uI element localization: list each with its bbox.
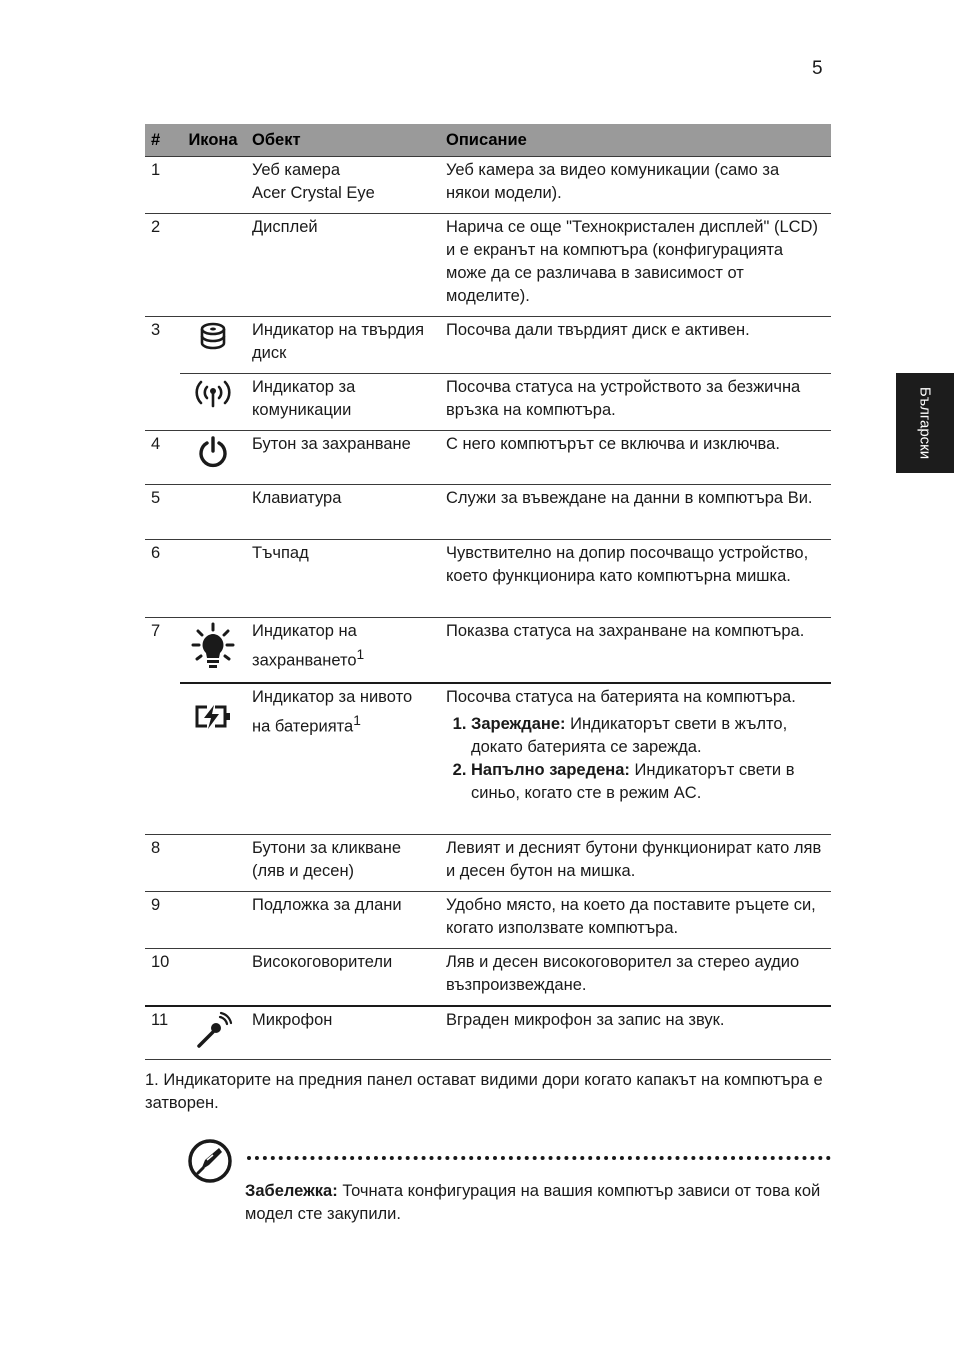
row-num: 9 bbox=[145, 892, 180, 949]
row-description bbox=[440, 683, 831, 835]
row-num: 8 bbox=[145, 835, 180, 892]
row-description: Уеб камера за видео комуникации (само за някои модели). bbox=[440, 157, 831, 214]
row-object-text: Индикатор на захранването bbox=[252, 622, 357, 670]
note-icon bbox=[187, 1138, 233, 1191]
row-object bbox=[246, 618, 440, 683]
header-num: # bbox=[145, 124, 180, 157]
header-icon: Икона bbox=[180, 124, 246, 157]
table-row bbox=[145, 157, 831, 214]
table-row bbox=[145, 540, 831, 618]
row-object bbox=[246, 683, 440, 835]
table-header-row bbox=[145, 124, 831, 157]
row-num: 2 bbox=[145, 214, 180, 317]
row-description: Посочва дали твърдият диск е активен. bbox=[440, 317, 831, 374]
row-object: Дисплей bbox=[246, 214, 440, 317]
row-icon bbox=[180, 540, 246, 618]
row-object: Подложка за длани bbox=[246, 892, 440, 949]
row-object: Индикатор за комуникации bbox=[246, 374, 440, 431]
row-description: Чувствително на допир посочващо устройство, което функционира като компютърна мишка. bbox=[440, 540, 831, 618]
row-num: 7 bbox=[145, 618, 180, 683]
list-item-text: Индикаторът свети в жълто, докато батерията се зарежда. bbox=[471, 714, 788, 756]
row-object: Индикатор на твърдия диск bbox=[246, 317, 440, 374]
list-item bbox=[471, 713, 825, 759]
note-text bbox=[245, 1180, 835, 1226]
table-row bbox=[145, 431, 831, 485]
language-side-tab bbox=[896, 373, 954, 473]
table-row bbox=[145, 1006, 831, 1060]
table-row bbox=[145, 485, 831, 540]
header-object: Обект bbox=[246, 124, 440, 157]
row-icon bbox=[180, 835, 246, 892]
row-object: Високоговорители bbox=[246, 949, 440, 1007]
row-icon bbox=[180, 485, 246, 540]
footnote-ref: 1 bbox=[353, 712, 361, 728]
table-row bbox=[145, 214, 831, 317]
footnote: 1. Индикаторите на предния панел остават видими дори когато капакът на компютъра е затворен. bbox=[145, 1071, 823, 1112]
row-icon bbox=[180, 892, 246, 949]
row-num: 5 bbox=[145, 485, 180, 540]
table-row bbox=[145, 892, 831, 949]
row-object: Клавиатура bbox=[246, 485, 440, 540]
row-description: С него компютърът се включва и изключва. bbox=[440, 431, 831, 485]
row-object: Уеб камера Acer Crystal Eye bbox=[246, 157, 440, 214]
row-description: Показва статуса на захранване на компютъра. bbox=[440, 618, 831, 683]
list-item-text: Индикаторът свети в синьо, когато сте в режим AC. bbox=[471, 760, 795, 802]
row-description: Служи за въвеждане на данни в компютъра Ви. bbox=[440, 485, 831, 540]
row-description: Нарича се още "Технокристален дисплей" (LCD) и е екранът на компютъра (конфигурацията може да се различава в зависимост от моделите). bbox=[440, 214, 831, 317]
table-row bbox=[145, 374, 831, 431]
table-row bbox=[145, 683, 831, 835]
language-side-tab-label: Български bbox=[916, 386, 934, 460]
row-num: 6 bbox=[145, 540, 180, 618]
row-num bbox=[145, 374, 180, 431]
list-item-label: Зареждане: bbox=[471, 714, 566, 733]
power-icon bbox=[180, 431, 246, 485]
list-item bbox=[471, 759, 825, 805]
row-object: Бутони за кликване (ляв и десен) bbox=[246, 835, 440, 892]
battery-description: Посочва статуса на батерията на компютъра. bbox=[446, 687, 796, 706]
battery-status-list bbox=[446, 713, 825, 805]
row-num: 3 bbox=[145, 317, 180, 374]
row-icon bbox=[180, 949, 246, 1007]
row-num: 11 bbox=[145, 1006, 180, 1060]
row-description: Ляв и десен високоговорител за стерео аудио възпроизвеждане. bbox=[440, 949, 831, 1007]
row-icon bbox=[180, 157, 246, 214]
note-body: Точната конфигурация на вашия компютър зависи от това кой модел сте закупили. bbox=[245, 1182, 821, 1223]
microphone-icon bbox=[180, 1006, 246, 1060]
row-object-text: Индикатор за нивото на батерията bbox=[252, 687, 413, 735]
table-row bbox=[145, 835, 831, 892]
row-icon bbox=[180, 214, 246, 317]
row-num: 10 bbox=[145, 949, 180, 1007]
row-num: 1 bbox=[145, 157, 180, 214]
table-row bbox=[145, 317, 831, 374]
row-num bbox=[145, 683, 180, 835]
row-description: Посочва статуса на устройството за безжична връзка на компютъра. bbox=[440, 374, 831, 431]
table-row bbox=[145, 949, 831, 1007]
hdd-icon bbox=[180, 317, 246, 374]
header-description: Описание bbox=[440, 124, 831, 157]
footnote-ref: 1 bbox=[356, 647, 365, 662]
components-table bbox=[145, 124, 831, 1060]
row-description: Левият и десният бутони функционират като ляв и десен бутон на мишка. bbox=[440, 835, 831, 892]
note-separator bbox=[247, 1156, 831, 1160]
note-label: Забележка: bbox=[245, 1182, 338, 1200]
row-num: 4 bbox=[145, 431, 180, 485]
row-description: Вграден микрофон за запис на звук. bbox=[440, 1006, 831, 1060]
power-indicator-icon bbox=[180, 618, 246, 683]
row-object: Тъчпад bbox=[246, 540, 440, 618]
list-item-label: Напълно заредена: bbox=[471, 760, 630, 779]
wireless-icon bbox=[180, 374, 246, 431]
row-description: Удобно място, на което да поставите ръцете си, когато използвате компютъра. bbox=[440, 892, 831, 949]
row-object: Микрофон bbox=[246, 1006, 440, 1060]
battery-icon bbox=[180, 683, 246, 835]
table-row bbox=[145, 618, 831, 683]
page-number: 5 bbox=[812, 58, 823, 79]
row-object: Бутон за захранване bbox=[246, 431, 440, 485]
